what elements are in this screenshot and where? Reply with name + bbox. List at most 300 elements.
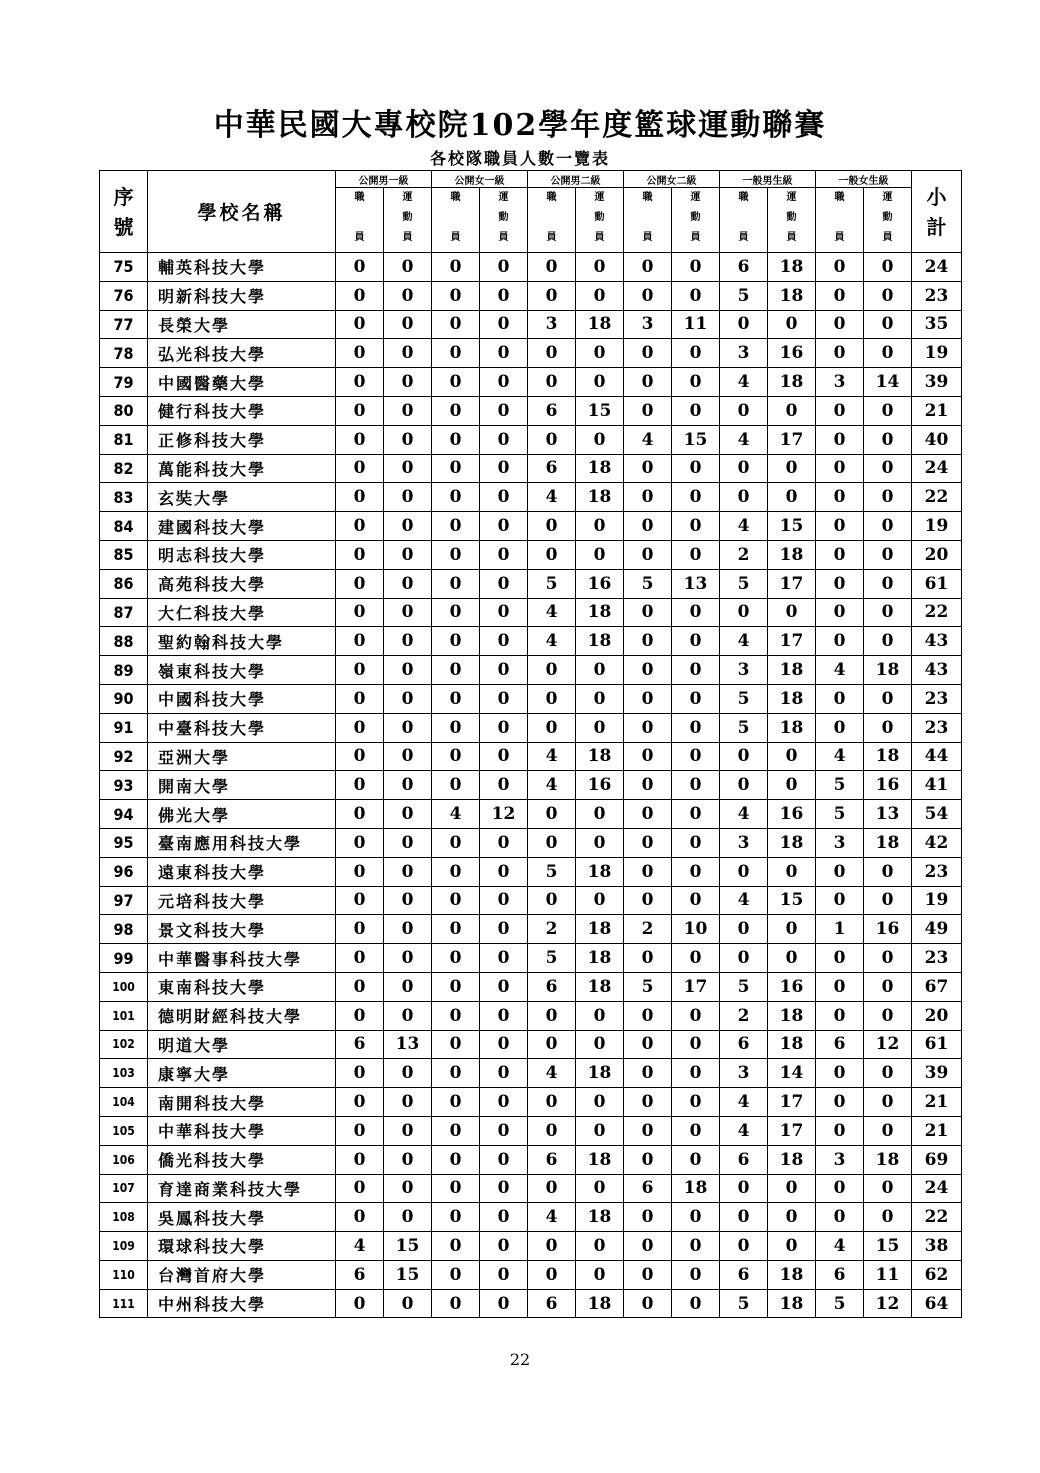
staff-count: 5: [528, 569, 576, 598]
staff-count: 0: [336, 1145, 384, 1174]
athlete-count: 0: [768, 915, 816, 944]
athlete-count: 0: [384, 972, 432, 1001]
row-total: 42: [912, 828, 962, 857]
staff-count: 0: [624, 800, 672, 829]
row-total: 62: [912, 1260, 962, 1289]
athlete-count: 18: [576, 1203, 624, 1232]
row-number: 96: [100, 857, 148, 886]
school-name: 環球科技大學: [148, 1232, 336, 1261]
staff-count: 0: [816, 396, 864, 425]
athlete-count: 0: [384, 771, 432, 800]
staff-count: 5: [720, 713, 768, 742]
athlete-count: 0: [768, 396, 816, 425]
staff-count: 0: [816, 425, 864, 454]
staff-count: 2: [624, 915, 672, 944]
athlete-count: 0: [672, 771, 720, 800]
staff-count: 6: [336, 1260, 384, 1289]
staff-count: 0: [816, 857, 864, 886]
staff-count: 5: [816, 771, 864, 800]
athlete-count: 0: [768, 944, 816, 973]
athlete-count: 0: [384, 1059, 432, 1088]
athlete-count: 0: [768, 742, 816, 771]
athlete-count: 0: [672, 828, 720, 857]
staff-count: 0: [624, 1088, 672, 1117]
table-body: [100, 253, 962, 1318]
staff-count: 4: [720, 627, 768, 656]
staff-count: 4: [528, 627, 576, 656]
staff-count: 4: [720, 800, 768, 829]
staff-count: 0: [624, 1232, 672, 1261]
school-name: 育達商業科技大學: [148, 1174, 336, 1203]
staff-count: 0: [624, 339, 672, 368]
row-total: 24: [912, 253, 962, 282]
staff-count: 5: [624, 972, 672, 1001]
staff-count: 0: [432, 857, 480, 886]
table-row: [100, 915, 962, 944]
staff-count: 0: [624, 281, 672, 310]
athlete-count: 0: [384, 1001, 432, 1030]
athlete-count: 18: [576, 598, 624, 627]
athlete-count: 0: [768, 1232, 816, 1261]
staff-count: 4: [528, 742, 576, 771]
staff-count: 4: [816, 1232, 864, 1261]
athlete-count: 18: [576, 915, 624, 944]
table-row: [100, 742, 962, 771]
athlete-count: 0: [864, 396, 912, 425]
athlete-count: 0: [672, 656, 720, 685]
staff-count: 0: [816, 684, 864, 713]
athlete-count: 0: [384, 368, 432, 397]
staff-count: 6: [624, 1174, 672, 1203]
athlete-count: 0: [672, 598, 720, 627]
row-number: 100: [100, 972, 148, 1001]
staff-count: 0: [528, 1260, 576, 1289]
athlete-count: 0: [384, 1203, 432, 1232]
athlete-count: 18: [576, 944, 624, 973]
staff-count: 4: [720, 425, 768, 454]
staff-count: 0: [432, 684, 480, 713]
staff-count: 0: [336, 1203, 384, 1232]
staff-count: 0: [816, 598, 864, 627]
table-row: [100, 1030, 962, 1059]
staff-count: 0: [528, 656, 576, 685]
staff-count: 0: [624, 1030, 672, 1059]
athlete-count: 0: [576, 281, 624, 310]
athlete-count: 16: [768, 339, 816, 368]
staff-count: 0: [720, 1232, 768, 1261]
athlete-count: 16: [864, 771, 912, 800]
table-row: [100, 396, 962, 425]
staff-count: 0: [432, 339, 480, 368]
group-header: 公開女二級: [624, 171, 720, 188]
athlete-count: 0: [672, 1088, 720, 1117]
table-header: [100, 171, 962, 253]
athlete-count: 0: [480, 886, 528, 915]
athlete-count: 0: [864, 684, 912, 713]
athlete-count: 18: [576, 483, 624, 512]
row-total: 35: [912, 310, 962, 339]
school-name: 中華科技大學: [148, 1116, 336, 1145]
athlete-count: 0: [480, 396, 528, 425]
school-name: 台灣首府大學: [148, 1260, 336, 1289]
staff-count: 0: [720, 1203, 768, 1232]
athlete-count: 0: [576, 1260, 624, 1289]
athlete-count: 0: [480, 1232, 528, 1261]
athlete-count: 0: [480, 944, 528, 973]
school-name: 玄奘大學: [148, 483, 336, 512]
row-total: 23: [912, 944, 962, 973]
staff-count: 6: [528, 454, 576, 483]
school-name: 中臺科技大學: [148, 713, 336, 742]
staff-count: 3: [720, 339, 768, 368]
athlete-count: 0: [864, 944, 912, 973]
athlete-count: 18: [768, 1260, 816, 1289]
athlete-count: 0: [384, 454, 432, 483]
staff-count: 0: [624, 1116, 672, 1145]
staff-count: 0: [816, 540, 864, 569]
school-name: 康寧大學: [148, 1059, 336, 1088]
athlete-count: 10: [672, 915, 720, 944]
athlete-count: 0: [864, 454, 912, 483]
staff-count: 0: [720, 771, 768, 800]
school-name: 萬能科技大學: [148, 454, 336, 483]
staff-count: 0: [816, 972, 864, 1001]
staff-count: 0: [624, 944, 672, 973]
school-name: 嶺東科技大學: [148, 656, 336, 685]
school-name: 中國醫藥大學: [148, 368, 336, 397]
athlete-count: 0: [768, 483, 816, 512]
staff-count: 5: [624, 569, 672, 598]
staff-count: 4: [528, 771, 576, 800]
athlete-count: 0: [384, 425, 432, 454]
staff-count: 0: [336, 540, 384, 569]
row-total: 22: [912, 598, 962, 627]
athlete-count: 0: [480, 656, 528, 685]
athlete-count: 0: [864, 1116, 912, 1145]
athlete-count: 0: [864, 972, 912, 1001]
table-row: [100, 1145, 962, 1174]
row-total: 67: [912, 972, 962, 1001]
page-number: 22: [509, 1350, 531, 1369]
staff-count: 0: [432, 1174, 480, 1203]
athlete-count: 0: [480, 569, 528, 598]
row-number: 79: [100, 368, 148, 397]
row-number: 89: [100, 656, 148, 685]
school-name: 亞洲大學: [148, 742, 336, 771]
row-total: 24: [912, 454, 962, 483]
table-row: [100, 454, 962, 483]
staff-count: 0: [336, 972, 384, 1001]
staff-count: 6: [720, 253, 768, 282]
athlete-count: 15: [576, 396, 624, 425]
staff-count: 0: [528, 828, 576, 857]
staff-count: 0: [720, 483, 768, 512]
staff-count: 0: [816, 1088, 864, 1117]
school-name: 輔英科技大學: [148, 253, 336, 282]
staff-count: 0: [336, 425, 384, 454]
staff-count: 0: [336, 656, 384, 685]
school-name: 開南大學: [148, 771, 336, 800]
athlete-count: 0: [672, 1116, 720, 1145]
athlete-count: 0: [672, 396, 720, 425]
page-subtitle: 各校隊職員人數一覽表: [429, 149, 610, 168]
athlete-count: 0: [576, 1030, 624, 1059]
athlete-count: 0: [576, 425, 624, 454]
row-total: 61: [912, 1030, 962, 1059]
staff-header: 職 員: [528, 188, 576, 253]
staff-count: 0: [816, 944, 864, 973]
athlete-count: 0: [864, 886, 912, 915]
staff-count: 0: [624, 1289, 672, 1318]
staff-count: 0: [720, 742, 768, 771]
athlete-count: 12: [864, 1030, 912, 1059]
staff-count: 4: [432, 800, 480, 829]
row-number: 109: [100, 1232, 148, 1261]
staff-header: 職 員: [720, 188, 768, 253]
staff-count: 0: [336, 253, 384, 282]
staff-count: 6: [720, 1145, 768, 1174]
row-number: 78: [100, 339, 148, 368]
row-total: 39: [912, 1059, 962, 1088]
staff-count: 0: [528, 512, 576, 541]
athlete-count: 0: [480, 627, 528, 656]
athlete-count: 0: [672, 1059, 720, 1088]
staff-count: 0: [336, 1116, 384, 1145]
row-total: 40: [912, 425, 962, 454]
staff-count: 0: [816, 1203, 864, 1232]
athlete-count: 18: [768, 1001, 816, 1030]
athlete-count: 0: [384, 627, 432, 656]
staff-count: 0: [432, 540, 480, 569]
staff-count: 0: [432, 1203, 480, 1232]
staff-count: 0: [336, 742, 384, 771]
athlete-count: 0: [864, 540, 912, 569]
athlete-count: 18: [576, 1059, 624, 1088]
table-row: [100, 944, 962, 973]
staff-count: 4: [528, 483, 576, 512]
staff-count: 0: [336, 396, 384, 425]
table-row: [100, 886, 962, 915]
athlete-count: 0: [672, 800, 720, 829]
table-row: [100, 310, 962, 339]
row-number: 107: [100, 1174, 148, 1203]
row-total: 61: [912, 569, 962, 598]
athlete-count: 0: [864, 627, 912, 656]
table-row: [100, 1088, 962, 1117]
row-number: 92: [100, 742, 148, 771]
table-row: [100, 771, 962, 800]
row-number: 101: [100, 1001, 148, 1030]
athlete-count: 0: [384, 915, 432, 944]
athlete-header: 運 動 員: [864, 188, 912, 253]
athlete-count: 0: [480, 915, 528, 944]
staff-count: 0: [336, 915, 384, 944]
athlete-count: 0: [576, 339, 624, 368]
staff-count: 0: [432, 944, 480, 973]
staff-count: 0: [528, 1232, 576, 1261]
staff-count: 0: [720, 396, 768, 425]
athlete-count: 0: [672, 253, 720, 282]
staff-count: 0: [336, 1289, 384, 1318]
athlete-count: 0: [480, 771, 528, 800]
athlete-count: 0: [576, 886, 624, 915]
school-name: 明志科技大學: [148, 540, 336, 569]
staff-count: 3: [816, 368, 864, 397]
table-row: [100, 1289, 962, 1318]
athlete-count: 16: [576, 569, 624, 598]
row-total: 22: [912, 1203, 962, 1232]
staff-count: 0: [336, 771, 384, 800]
athlete-count: 0: [864, 281, 912, 310]
row-number: 95: [100, 828, 148, 857]
staff-count: 0: [720, 454, 768, 483]
athlete-count: 15: [768, 512, 816, 541]
staff-count: 3: [720, 1059, 768, 1088]
athlete-count: 18: [672, 1174, 720, 1203]
staff-count: 0: [432, 1059, 480, 1088]
staff-count: 5: [720, 281, 768, 310]
staff-count: 0: [624, 828, 672, 857]
athlete-count: 18: [864, 828, 912, 857]
athlete-count: 17: [768, 1116, 816, 1145]
staff-count: 0: [432, 915, 480, 944]
table-row: [100, 972, 962, 1001]
staff-count: 0: [528, 281, 576, 310]
staff-count: 0: [336, 944, 384, 973]
staff-count: 0: [528, 425, 576, 454]
school-name: 東南科技大學: [148, 972, 336, 1001]
staff-count: 0: [432, 828, 480, 857]
staff-count: 0: [432, 281, 480, 310]
staff-count: 3: [816, 828, 864, 857]
athlete-count: 0: [576, 540, 624, 569]
row-number: 77: [100, 310, 148, 339]
athlete-count: 0: [672, 684, 720, 713]
staff-count: 0: [432, 1260, 480, 1289]
staff-count: 0: [336, 800, 384, 829]
athlete-count: 14: [864, 368, 912, 397]
athlete-count: 18: [768, 656, 816, 685]
athlete-count: 18: [768, 368, 816, 397]
athlete-count: 0: [672, 886, 720, 915]
table-row: [100, 281, 962, 310]
staff-count: 4: [720, 1116, 768, 1145]
athlete-count: 0: [384, 396, 432, 425]
staff-count: 0: [432, 972, 480, 1001]
staff-count: 3: [720, 656, 768, 685]
staff-count: 0: [816, 886, 864, 915]
staff-count: 1: [816, 915, 864, 944]
athlete-count: 0: [672, 1203, 720, 1232]
athlete-count: 11: [672, 310, 720, 339]
athlete-count: 0: [864, 598, 912, 627]
school-name: 德明財經科技大學: [148, 1001, 336, 1030]
staff-count: 0: [336, 368, 384, 397]
row-number: 104: [100, 1088, 148, 1117]
row-total: 20: [912, 1001, 962, 1030]
staff-count: 0: [624, 857, 672, 886]
table-row: [100, 1174, 962, 1203]
athlete-count: 0: [480, 483, 528, 512]
athlete-count: 18: [576, 1145, 624, 1174]
staff-count: 0: [624, 713, 672, 742]
table-row: [100, 684, 962, 713]
athlete-count: 0: [384, 684, 432, 713]
athlete-count: 18: [768, 1289, 816, 1318]
staff-count: 0: [432, 512, 480, 541]
group-header: 一般女生級: [816, 171, 912, 188]
staff-count: 0: [432, 742, 480, 771]
staff-count: 0: [432, 368, 480, 397]
staff-count: 0: [816, 1001, 864, 1030]
staff-count: 0: [624, 540, 672, 569]
school-name: 景文科技大學: [148, 915, 336, 944]
staff-count: 0: [528, 540, 576, 569]
staff-count: 0: [432, 627, 480, 656]
athlete-count: 0: [672, 281, 720, 310]
staff-count: 0: [336, 454, 384, 483]
athlete-count: 0: [480, 857, 528, 886]
staff-count: 0: [432, 483, 480, 512]
table-row: [100, 253, 962, 282]
athlete-count: 0: [864, 512, 912, 541]
staff-count: 4: [336, 1232, 384, 1261]
table-row: [100, 857, 962, 886]
row-total: 23: [912, 713, 962, 742]
athlete-count: 0: [384, 1174, 432, 1203]
staff-header: 職 員: [624, 188, 672, 253]
staff-count: 0: [336, 598, 384, 627]
staff-count: 3: [720, 828, 768, 857]
staff-header: 職 員: [336, 188, 384, 253]
staff-count: 0: [432, 253, 480, 282]
row-total: 19: [912, 886, 962, 915]
staff-count: 0: [528, 1001, 576, 1030]
staff-count: 6: [528, 972, 576, 1001]
athlete-count: 0: [672, 1145, 720, 1174]
athlete-count: 17: [768, 425, 816, 454]
staff-count: 0: [528, 368, 576, 397]
staff-count: 5: [720, 972, 768, 1001]
row-total: 49: [912, 915, 962, 944]
staff-count: 4: [624, 425, 672, 454]
staff-count: 4: [528, 1059, 576, 1088]
athlete-count: 0: [384, 800, 432, 829]
staff-count: 5: [720, 1289, 768, 1318]
row-number: 84: [100, 512, 148, 541]
staff-count: 0: [432, 656, 480, 685]
athlete-count: 0: [576, 656, 624, 685]
athlete-count: 0: [576, 368, 624, 397]
total-header: 小 計: [912, 171, 962, 253]
athlete-count: 17: [768, 1088, 816, 1117]
athlete-count: 0: [672, 368, 720, 397]
athlete-count: 0: [384, 656, 432, 685]
staff-count: 0: [816, 1059, 864, 1088]
staff-count: 0: [432, 425, 480, 454]
athlete-count: 0: [480, 828, 528, 857]
athlete-count: 0: [576, 1116, 624, 1145]
staff-count: 4: [528, 1203, 576, 1232]
row-number: 103: [100, 1059, 148, 1088]
row-total: 21: [912, 396, 962, 425]
athlete-count: 0: [480, 742, 528, 771]
staff-count: 0: [336, 828, 384, 857]
staff-count: 0: [720, 598, 768, 627]
table-row: [100, 1059, 962, 1088]
school-name: 南開科技大學: [148, 1088, 336, 1117]
staff-count: 0: [624, 253, 672, 282]
